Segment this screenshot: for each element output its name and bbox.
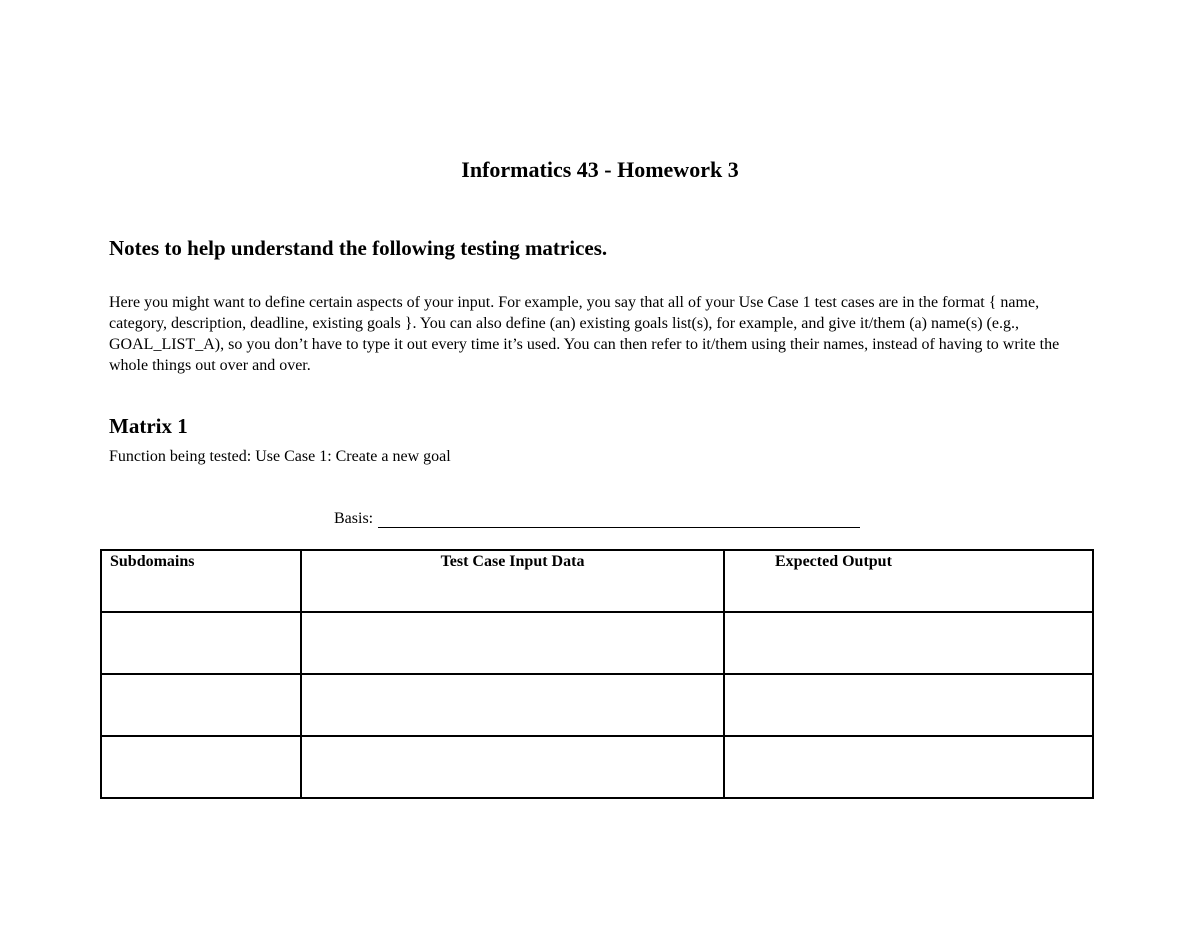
table-cell-expected-output <box>724 612 1093 674</box>
table-cell-input-data <box>301 736 724 798</box>
table-cell-expected-output <box>724 736 1093 798</box>
table-cell-expected-output <box>724 674 1093 736</box>
basis-row <box>334 509 860 528</box>
table-row <box>101 612 1093 674</box>
table-row <box>101 736 1093 798</box>
table-cell-input-data <box>301 612 724 674</box>
page-title: Informatics 43 - Homework 3 <box>461 157 739 182</box>
function-being-tested: Function being tested: Use Case 1: Create a new goal <box>109 448 451 465</box>
notes-heading: Notes to help understand the following testing matrices. <box>109 236 608 260</box>
testing-matrix-table <box>100 549 1094 799</box>
column-header-expected-output: Expected Output <box>724 550 1093 612</box>
table-cell-subdomain <box>101 736 301 798</box>
column-header-subdomains: Subdomains <box>101 550 301 612</box>
table-cell-subdomain <box>101 674 301 736</box>
table-cell-subdomain <box>101 612 301 674</box>
table-cell-input-data <box>301 674 724 736</box>
basis-blank-line <box>378 509 860 528</box>
basis-label: Basis: <box>334 510 374 527</box>
table-row <box>101 674 1093 736</box>
matrix-heading: Matrix 1 <box>109 414 188 438</box>
table-header-row <box>101 550 1093 612</box>
column-header-test-case-input-data: Test Case Input Data <box>301 550 724 612</box>
notes-paragraph: Here you might want to define certain aspects of your input. For example, you say that all of your Use Case 1 test cases are in the format { name, category, description, deadline, existing goals }. You can also define (an) existing goals list(s), for example, and give it/them (a) name(s) (e.g., GOAL_LIST_A), so you don’t have to type it out every time it’s used. You can then refer to it/them using their names, instead of having to write the whole things out over and over. <box>109 294 1060 374</box>
